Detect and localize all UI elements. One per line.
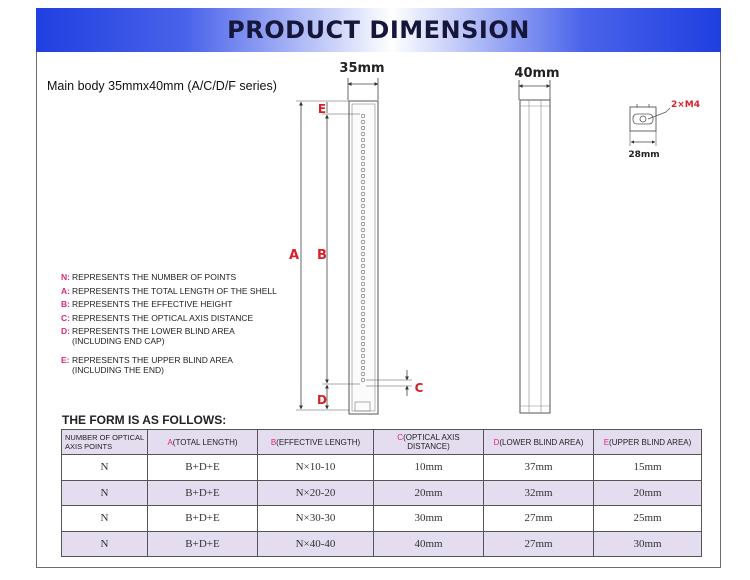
legend-text: REPRESENTS THE EFFECTIVE HEIGHT	[72, 299, 233, 309]
table-cell: N×40-40	[258, 531, 374, 557]
legend-key: C:	[61, 312, 70, 323]
legend-key: B:	[61, 299, 70, 309]
model-subtitle: Main body 35mmx40mm (A/C/D/F series)	[47, 79, 277, 93]
legend-item-d	[61, 327, 311, 346]
table-cell: 20mm	[374, 480, 484, 506]
legend-text: REPRESENTS THE UPPER BLIND AREA (INCLUDING THE END)	[72, 355, 233, 375]
column-header-effective-length: B(EFFECTIVE LENGTH)	[258, 430, 374, 455]
table-row	[62, 455, 702, 481]
table-cell: N	[62, 480, 148, 506]
table-cell: N	[62, 531, 148, 557]
form-title: THE FORM IS AS FOLLOWS:	[62, 413, 227, 427]
front-width-dimension	[339, 61, 384, 100]
letter-d: D	[317, 393, 327, 407]
table-cell: 27mm	[484, 506, 594, 532]
table-cell: 25mm	[594, 506, 702, 532]
legend-key: A:	[61, 285, 70, 296]
column-header-points: NUMBER OF OPTICAL AXIS POINTS	[62, 430, 148, 455]
table-cell: N×30-30	[258, 506, 374, 532]
legend-item-e	[61, 356, 311, 375]
table-cell: B+D+E	[148, 531, 258, 557]
table-cell: B+D+E	[148, 506, 258, 532]
legend-text: REPRESENTS THE OPTICAL AXIS DISTANCE	[72, 312, 254, 323]
table-cell: B+D+E	[148, 455, 258, 481]
side-width-label: 40mm	[514, 66, 560, 81]
column-header-total-length: A(TOTAL LENGTH)	[148, 430, 258, 455]
mount-holes-label: 2×M4	[671, 100, 701, 110]
table-cell: 40mm	[374, 531, 484, 557]
mounting-bracket-detail	[628, 100, 700, 160]
legend-item-a	[61, 287, 311, 297]
table-cell: 27mm	[484, 531, 594, 557]
sensor-side-view	[520, 100, 550, 413]
legend-item-n	[61, 273, 311, 283]
table-row	[62, 506, 702, 532]
page-title: PRODUCT DIMENSION	[227, 16, 530, 44]
legend-item-b	[61, 300, 311, 310]
mount-width-label: 28mm	[628, 150, 660, 160]
letter-c: C	[414, 381, 424, 395]
table-cell: 20mm	[594, 480, 702, 506]
table-cell: 37mm	[484, 455, 594, 481]
table-row	[62, 531, 702, 557]
table-cell: 10mm	[374, 455, 484, 481]
legend-text: REPRESENTS THE NUMBER OF POINTS	[72, 272, 237, 282]
table-cell: N	[62, 455, 148, 481]
legend-key: D:	[61, 326, 70, 336]
table-header-row	[62, 430, 702, 455]
dimension-legend	[61, 273, 311, 379]
table-cell: 15mm	[594, 455, 702, 481]
column-header-upper-blind-area: E(UPPER BLIND AREA)	[594, 430, 702, 455]
specification-table	[61, 429, 702, 557]
table-cell: 30mm	[374, 506, 484, 532]
side-width-dimension	[514, 66, 559, 100]
table-cell: N	[62, 506, 148, 532]
front-width-label: 35mm	[339, 61, 385, 76]
column-header-axis-distance: C(OPTICAL AXIS DISTANCE)	[374, 430, 484, 455]
legend-text: REPRESENTS THE LOWER BLIND AREA (INCLUDING END CAP)	[72, 326, 235, 346]
table-cell: B+D+E	[148, 480, 258, 506]
table-cell: 32mm	[484, 480, 594, 506]
letter-b: B	[317, 248, 327, 263]
legend-key: N:	[61, 272, 70, 282]
column-header-lower-blind-area: D(LOWER BLIND AREA)	[484, 430, 594, 455]
letter-a: A	[288, 248, 300, 263]
letter-e: E	[317, 102, 327, 116]
table-cell: 30mm	[594, 531, 702, 557]
table-cell: N×20-20	[258, 480, 374, 506]
sensor-front-view	[349, 101, 378, 414]
legend-text: REPRESENTS THE TOTAL LENGTH OF THE SHELL	[72, 285, 277, 296]
table-cell: N×10-10	[258, 455, 374, 481]
legend-item-c	[61, 314, 311, 324]
table-row	[62, 480, 702, 506]
legend-key: E:	[61, 355, 70, 365]
